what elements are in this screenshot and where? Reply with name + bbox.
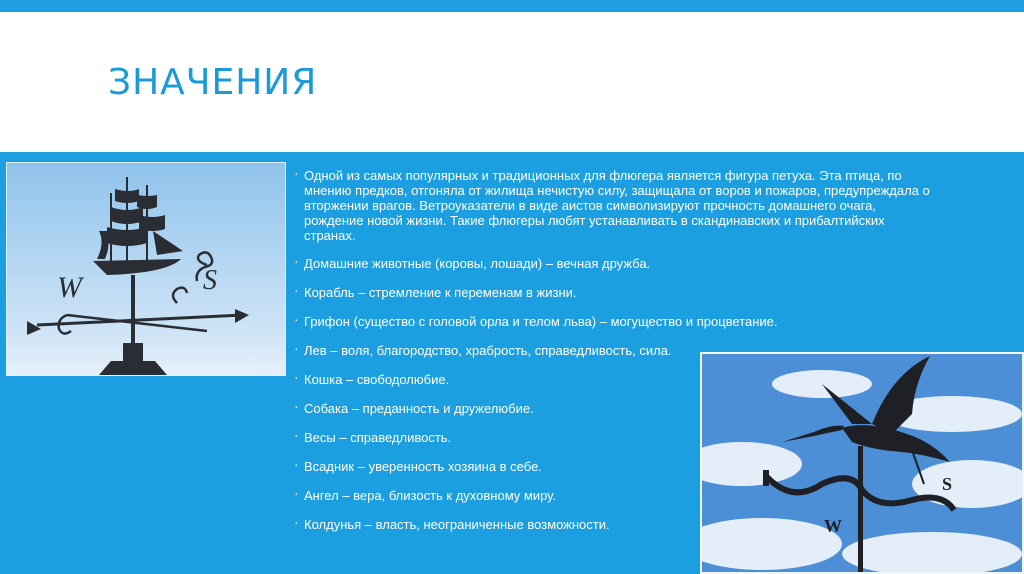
list-item: · Ангел – вера, близость к духовному миру. [294,488,934,503]
slide-title: ЗНАЧЕНИЯ [108,62,318,103]
ship-weathervane-photo [6,162,286,376]
ship-compass-w: W [57,271,82,304]
list-item: · Собака – преданность и дружелюбие. [294,401,934,416]
stork-weathervane-photo [700,352,1024,574]
list-item: · Кошка – свободолюбие. [294,372,934,387]
stork-compass-w: W [824,516,842,536]
list-item: · Домашние животные (коровы, лошади) – вечная дружба. [294,256,934,271]
list-item: · Грифон (существо с головой орла и телом льва) – могущество и процветание. [294,314,934,329]
list-item: · Одной из самых популярных и традиционных для флюгера является фигура петуха. Эта птица, по мнению предков, отгоняла от жилища нечистую силу, защищала от воров и пожаров, предупреждала о вторжении врагов. Ветроуказатели в виде аистов символизируют прочность домашнего очага, рождение новой жизни. Такие флюгеры любят устанавливать в скандинавских и прибалтийских странах. [294,168,930,243]
list-item: · Лев – воля, благородство, храбрость, справедливость, сила. [294,343,934,358]
ship-compass-s: S [203,265,217,296]
stork-compass-s: S [942,474,953,494]
list-item: · Весы – справедливость. [294,430,934,445]
list-item: · Колдунья – власть, неограниченные возможности. [294,517,934,532]
list-item: · Корабль – стремление к переменам в жизни. [294,285,934,300]
list-item: · Всадник – уверенность хозяина в себе. [294,459,934,474]
top-accent-bar [0,0,1024,12]
